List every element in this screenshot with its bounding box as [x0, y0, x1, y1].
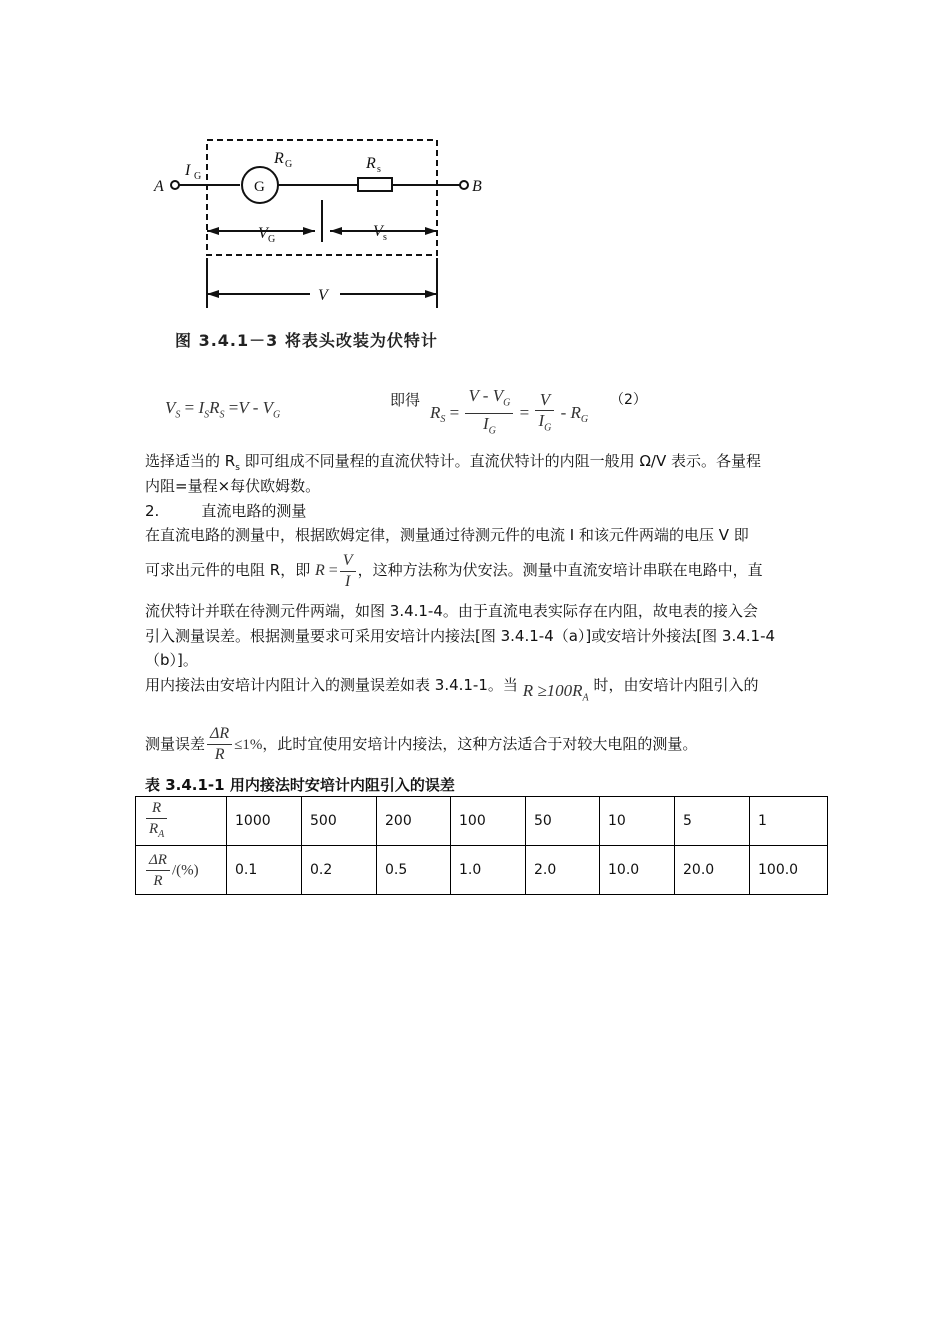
table-caption: 表 3.4.1-1 用内接法时安培计内阻引入的误差 [145, 776, 455, 794]
table-cell: 10 [600, 797, 675, 846]
table-cell: 1000 [227, 797, 302, 846]
paragraph-2-line-5: （b）]。 [145, 651, 198, 669]
figure-caption: 图 3.4.1－3 将表头改装为伏特计 [175, 331, 438, 350]
table-cell: 5 [675, 797, 750, 846]
table-cell: 100.0 [750, 846, 828, 895]
table-row [136, 846, 828, 895]
paragraph-2-line-2: 可求出元件的电阻 R，即 R = $\frac{V}{I}$ ，这种方法称为伏安法。测量中直流安培计串联在电路中，直 [145, 551, 763, 590]
table-row [136, 797, 828, 846]
table-cell: 2.0 [526, 846, 600, 895]
label-vs-sub: s [383, 232, 387, 243]
equation-right: $R_S$ = $\frac{V - V_G}{I_G}$ = $\frac{V}{I_G}$ - $R_G$ [430, 386, 589, 437]
table-cell: 20.0 [675, 846, 750, 895]
equation-jide: 即得 [390, 391, 421, 409]
resistor-rs [358, 178, 392, 191]
table-cell: 100 [451, 797, 526, 846]
label-b: B [472, 178, 482, 195]
paragraph-4: 测量误差 $\frac{\Delta R}{R}$ ≤1%，此时宜使用安培计内接法，这种方法适合于对较大电阻的测量。 [145, 725, 698, 763]
label-vg: V [258, 225, 268, 242]
terminal-a [171, 181, 179, 189]
paragraph-3: 用内接法由安培计内阻计入的测量误差如表 3.4.1-1。当 $R \ge 100R_A$ 时，由安培计内阻引入的 [145, 676, 759, 704]
circuit-figure [150, 130, 490, 320]
paragraph-1-line-2: 内阻=量程×每伏欧姆数。 [145, 477, 321, 495]
table-cell: 1 [750, 797, 828, 846]
label-rg-sub: G [285, 159, 293, 170]
table-cell: 10.0 [600, 846, 675, 895]
paragraph-1-line-1: 选择适当的 $R_s$ 即可组成不同量程的直流伏特计。直流伏特计的内阻一般用 Ω/V 表示。各量程 [145, 452, 761, 473]
label-ig: I [185, 162, 191, 179]
table-cell: 50 [526, 797, 600, 846]
table-cell: 0.5 [377, 846, 451, 895]
row-header-error: $\frac{\Delta R}{R}$ /(%) [136, 846, 227, 895]
paragraph-2-line-4: 引入测量误差。根据测量要求可采用安培计内接法[图 3.4.1-4（a）]或安培计外接法[图 3.4.1-4 [145, 627, 776, 645]
label-v: V [318, 287, 328, 304]
label-vg-sub: G [268, 234, 276, 245]
table-cell: 1.0 [451, 846, 526, 895]
paragraph-2-line-1: 在直流电路的测量中，根据欧姆定律，测量通过待测元件的电流 I 和该元件两端的电压 V 即 [145, 526, 749, 544]
equation-number: （2） [610, 392, 647, 408]
table-cell: 500 [302, 797, 377, 846]
label-ig-sub: G [194, 171, 202, 182]
table-cell: 200 [377, 797, 451, 846]
label-rs: R [366, 155, 376, 172]
label-vs: V [373, 223, 383, 240]
paragraph-2-line-3: 流伏特计并联在待测元件两端，如图 3.4.1-4。由于直流电表实际存在内阻，故电表的接入会 [145, 602, 758, 620]
label-a: A [154, 178, 164, 195]
table-cell: 0.2 [302, 846, 377, 895]
equation-left: $V_S = I_SR_S =V - V_G$ [165, 398, 281, 421]
table-cell: 0.1 [227, 846, 302, 895]
row-header-ratio: $\frac{R}{R_A}$ [136, 797, 227, 846]
terminal-b [460, 181, 468, 189]
label-rs-sub: s [377, 164, 381, 175]
error-table [135, 796, 828, 895]
section-heading: 2. 直流电路的测量 [145, 502, 307, 520]
label-rg: R [274, 150, 284, 167]
label-g: G [254, 179, 265, 195]
